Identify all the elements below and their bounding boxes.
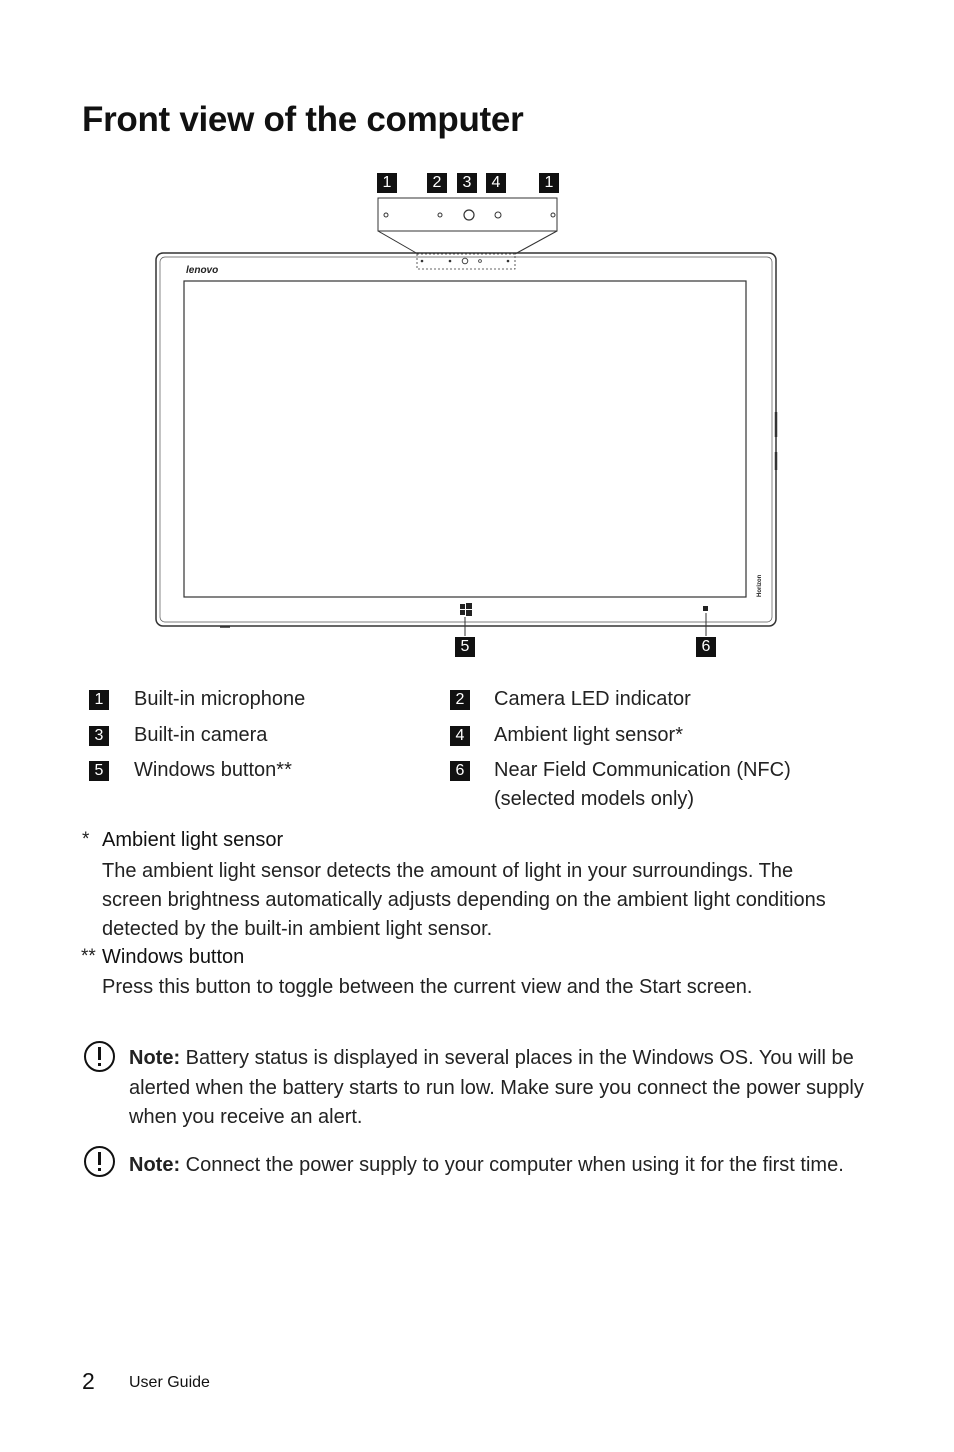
light-sensor-hole: [495, 212, 501, 218]
legend-num-5: 5: [89, 761, 109, 781]
note-prefix: Note:: [129, 1047, 181, 1069]
legend-num-2: 2: [450, 690, 470, 710]
sensor-strip-zoom: [378, 198, 557, 231]
legend-label-camera: Built-in camera: [134, 724, 268, 746]
microphone-right-hole: [551, 213, 555, 217]
callout-windows-button: 5: [455, 637, 475, 657]
callout-light-sensor: 4: [486, 173, 506, 193]
camera-lens: [464, 210, 474, 220]
legend-num-3: 3: [89, 726, 109, 746]
legend-num-4: 4: [450, 726, 470, 746]
model-name: Horizon: [757, 574, 763, 597]
page-number: 2: [82, 1368, 95, 1394]
legend-label-light-sensor: Ambient light sensor*: [494, 724, 683, 746]
camera-led-hole: [438, 213, 442, 217]
footnote-marker-double: **: [81, 946, 96, 967]
screen: [184, 281, 746, 597]
brand-logo: lenovo: [186, 265, 219, 276]
legend-num-1: 1: [89, 690, 109, 710]
note-alert-icon: [83, 1145, 116, 1178]
note-alert-icon: [83, 1040, 116, 1073]
legend-label-camera-led: Camera LED indicator: [494, 688, 691, 710]
windows-logo-icon: [460, 603, 472, 616]
nfc-mark-icon: [703, 606, 708, 611]
note-power-supply-text: Connect the power supply to your computer when using it for the first time.: [180, 1154, 844, 1176]
footnote-marker-single: *: [82, 829, 90, 850]
callout-microphone-right: 1: [539, 173, 559, 193]
callout-camera: 3: [457, 173, 477, 193]
legend-num-6: 6: [450, 761, 470, 781]
footnote-heading-light-sensor: Ambient light sensor: [102, 829, 284, 851]
callout-camera-led: 2: [427, 173, 447, 193]
microphone-left-hole: [384, 213, 388, 217]
footnote-body-windows-button: Press this button to toggle between the current view and the Start screen.: [102, 976, 753, 998]
legend-label-nfc: Near Field Communication (NFC) (selected models only): [494, 759, 791, 810]
legend-label-windows-button: Windows button**: [134, 759, 292, 781]
computer-body: [156, 253, 776, 626]
note-power-supply: [129, 1151, 864, 1181]
footnote-heading-windows-button: Windows button: [102, 946, 245, 968]
note-battery-text: Battery status is displayed in several places in the Windows OS. You will be alerted when the battery starts to run low. Make sure you connect the power supply when you receive an alert.: [129, 1047, 864, 1128]
callout-nfc: 6: [696, 637, 716, 657]
page-title: Front view of the computer: [82, 100, 524, 139]
footnote-body-light-sensor: The ambient light sensor detects the amount of light in your surroundings. The screen brightness automatically adjusts depending on the ambient light conditions detected by the built-in ambient light sensor.: [102, 860, 826, 940]
legend-label-microphone: Built-in microphone: [134, 688, 306, 710]
note-prefix: Note:: [129, 1154, 181, 1176]
footer-label: User Guide: [129, 1374, 210, 1391]
note-battery: [129, 1044, 864, 1133]
computer-front-illustration: [0, 0, 954, 680]
callout-microphone-left: 1: [377, 173, 397, 193]
